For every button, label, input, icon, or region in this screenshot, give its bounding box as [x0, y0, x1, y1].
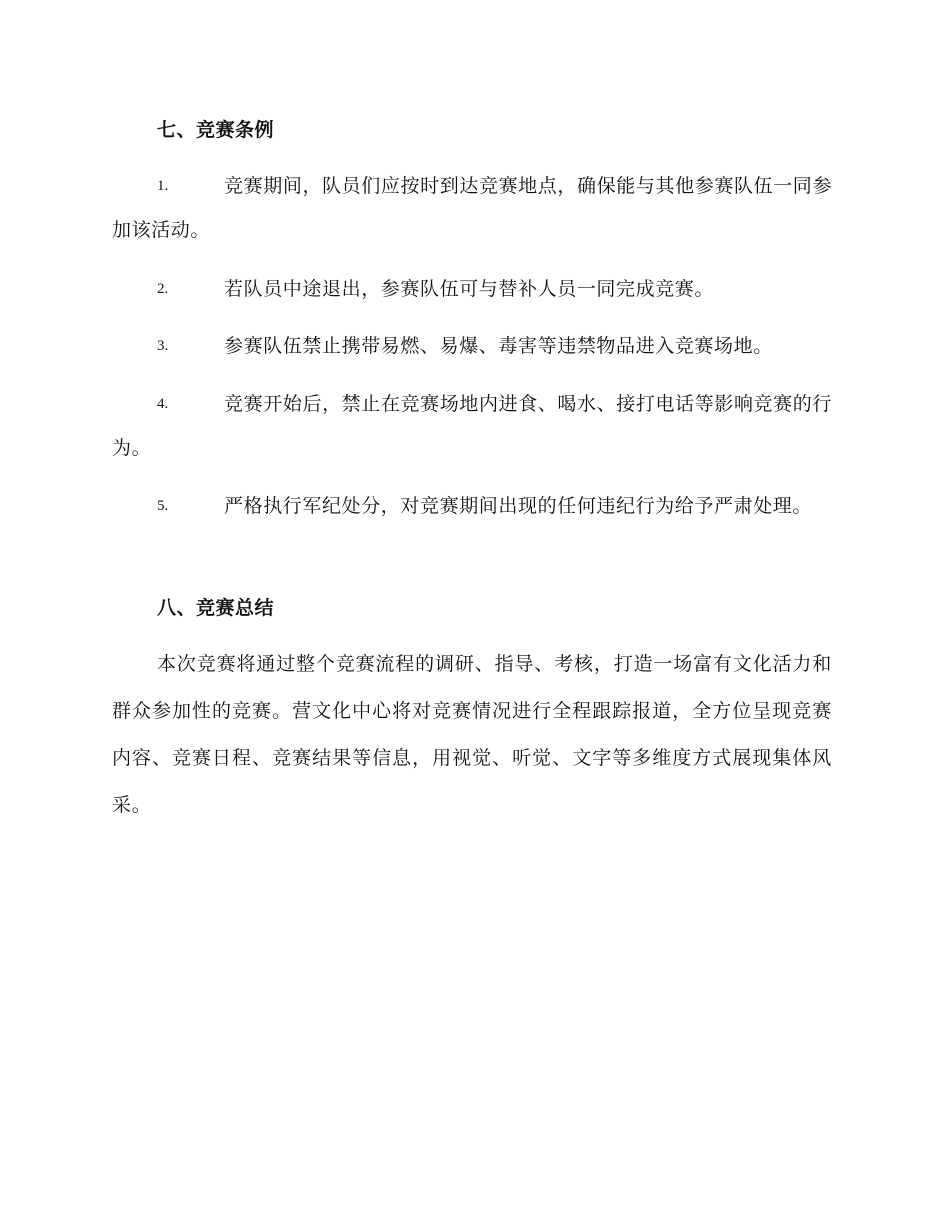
list-item-text: 竞赛期间，队员们应按时到达竞赛地点，确保能与其他参赛队伍一同参加该活动。 [112, 175, 832, 241]
list-item-number: 1. [157, 178, 169, 194]
list-item [112, 164, 832, 252]
list-item [112, 382, 832, 470]
list-item [112, 324, 832, 368]
summary-paragraph: 本次竞赛将通过整个竞赛流程的调研、指导、考核，打造一场富有文化活力和群众参加性的竞赛。营文化中心将对竞赛情况进行全程跟踪报道，全方位呈现竞赛内容、竞赛日程、竞赛结果等信息，用视觉、听觉、文字等多维度方式展现集体风采。 [112, 653, 832, 816]
list-item-text: 若队员中途退出，参赛队伍可与替补人员一同完成竞赛。 [224, 278, 715, 300]
section-heading-summary: 八、竞赛总结 [157, 597, 275, 619]
list-item-text: 竞赛开始后，禁止在竞赛场地内进食、喝水、接打电话等影响竞赛的行为。 [112, 393, 832, 459]
list-item [112, 267, 832, 311]
list-item-text: 参赛队伍禁止携带易燃、易爆、毒害等违禁物品进入竞赛场地。 [224, 335, 773, 357]
list-item-number: 2. [157, 281, 169, 297]
list-item-number: 3. [157, 338, 169, 354]
list-item-number: 4. [157, 396, 169, 412]
list-item-number: 5. [157, 498, 169, 514]
section-heading-regulations: 七、竞赛条例 [157, 119, 275, 141]
list-item-text: 严格执行军纪处分，对竞赛期间出现的任何违纪行为给予严肃处理。 [224, 495, 813, 517]
list-item [112, 484, 832, 528]
